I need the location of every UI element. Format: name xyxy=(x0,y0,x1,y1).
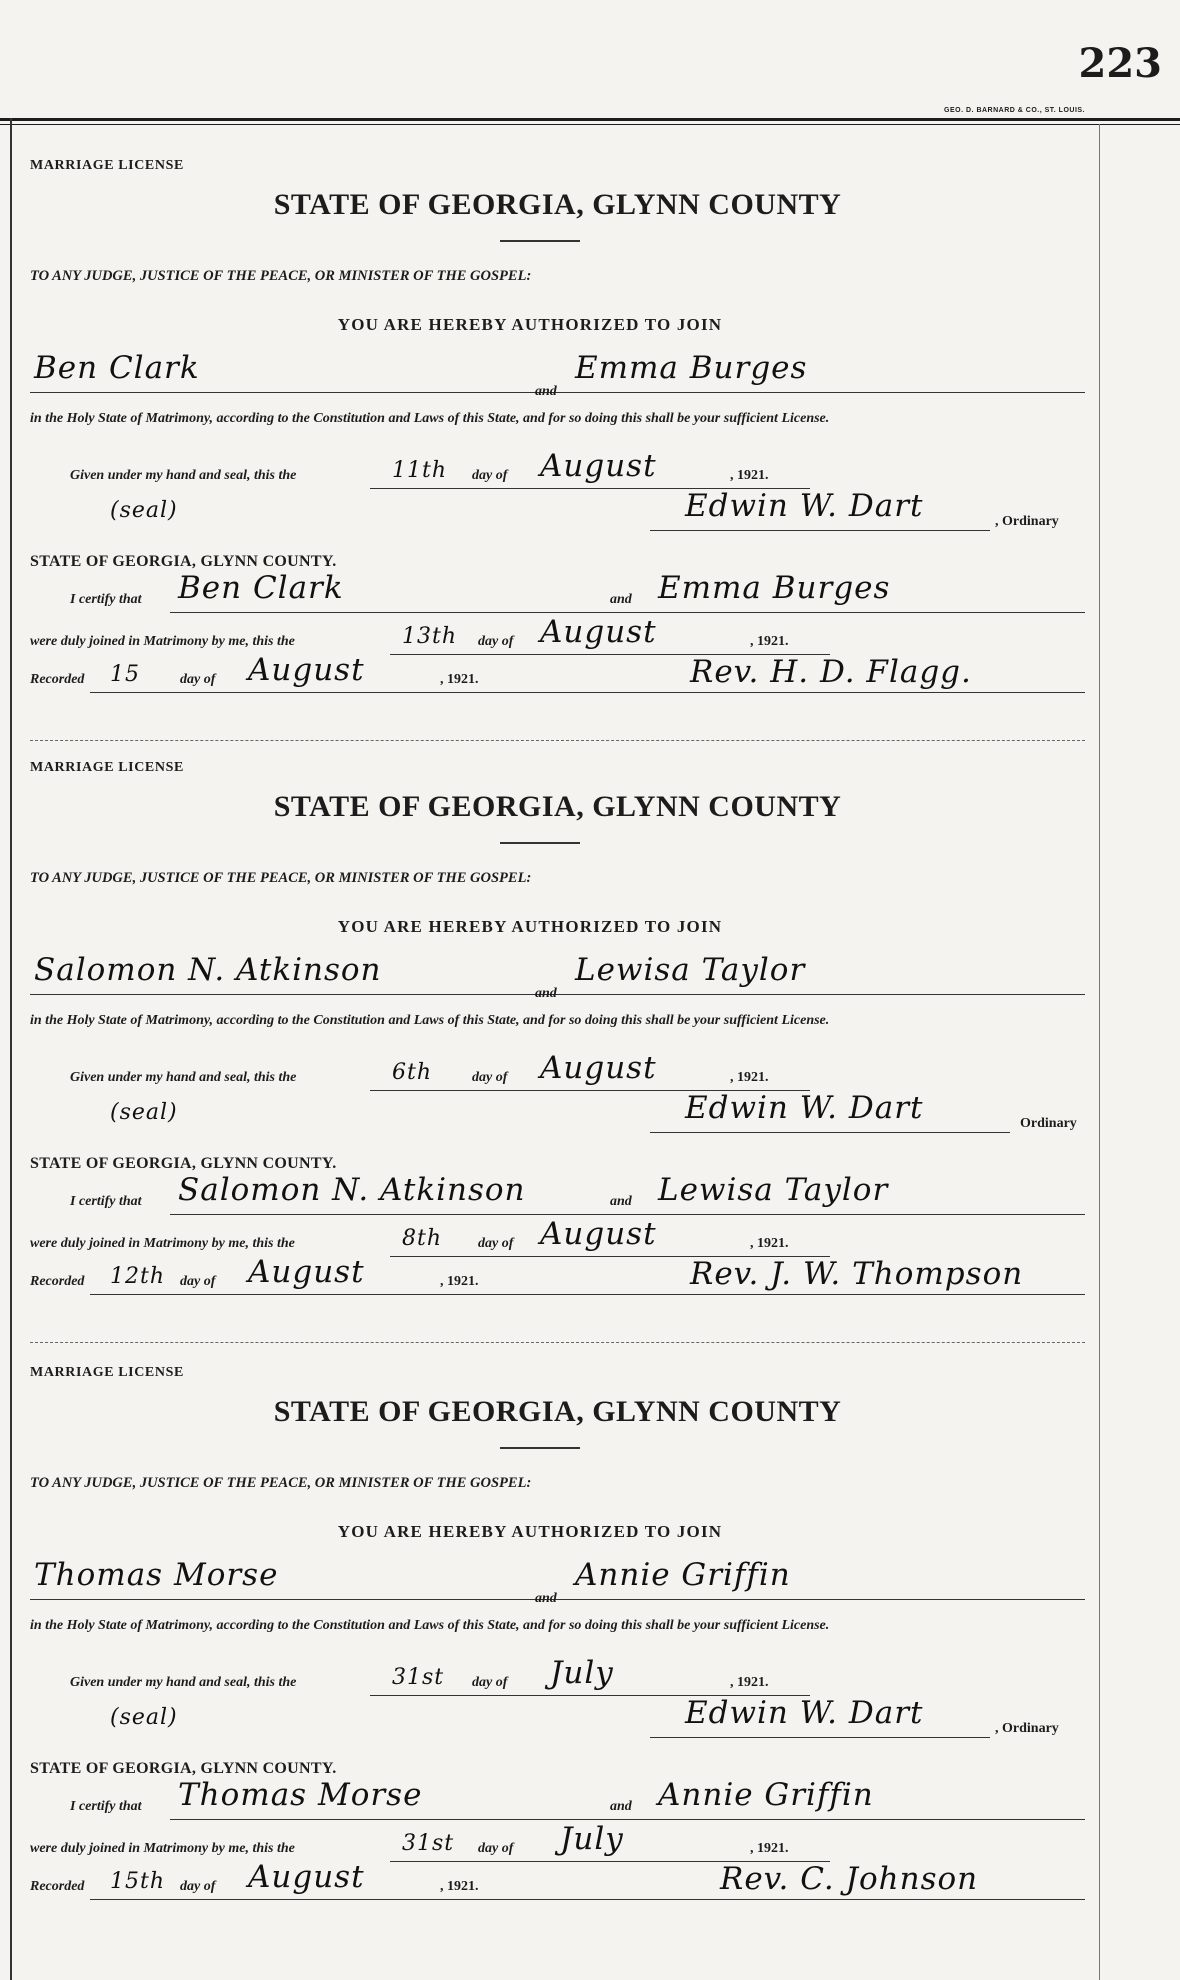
given-day: 31st xyxy=(392,1665,445,1690)
recorded-line xyxy=(90,692,1085,693)
ordinary-label: , Ordinary xyxy=(995,514,1059,529)
day-of-label: day of xyxy=(472,1070,508,1085)
ordinary-label: , Ordinary xyxy=(995,1721,1059,1736)
joined-day: 31st xyxy=(402,1831,455,1856)
recorded-line xyxy=(90,1294,1085,1295)
ordinary-line xyxy=(650,530,990,531)
certificate-title: STATE OF GEORGIA, GLYNN COUNTY. xyxy=(30,1155,337,1172)
joined-year: , 1921. xyxy=(750,1236,789,1251)
title-rule xyxy=(500,842,580,844)
cert-names-line xyxy=(170,612,1085,613)
ordinary-line xyxy=(650,1132,1010,1133)
joined-day-of-label: day of xyxy=(478,1841,514,1856)
officiant-signature: Rev. C. Johnson xyxy=(720,1861,979,1897)
ordinary-signature: Edwin W. Dart xyxy=(685,488,924,524)
top-rule-thin xyxy=(0,124,1180,125)
given-label: Given under my hand and seal, this the xyxy=(70,1675,297,1690)
recorded-year: , 1921. xyxy=(440,1274,479,1289)
recorded-year: , 1921. xyxy=(440,1879,479,1894)
and-label: and xyxy=(535,384,557,399)
certificate-title: STATE OF GEORGIA, GLYNN COUNTY. xyxy=(30,553,337,570)
names-line xyxy=(30,392,1085,393)
joined-label: were duly joined in Matrimony by me, this the xyxy=(30,1841,295,1856)
names-line xyxy=(30,994,1085,995)
cert-names-line xyxy=(170,1819,1085,1820)
recorded-month: August xyxy=(248,652,365,688)
record-title: STATE OF GEORGIA, GLYNN COUNTY xyxy=(273,188,842,221)
cert-and-label: and xyxy=(610,592,632,607)
bride-name: Lewisa Taylor xyxy=(575,952,806,988)
joined-day: 8th xyxy=(402,1226,443,1251)
record-title: STATE OF GEORGIA, GLYNN COUNTY xyxy=(273,790,842,823)
ordinary-signature: Edwin W. Dart xyxy=(685,1090,924,1126)
right-margin-rule xyxy=(1099,124,1100,1980)
given-year: , 1921. xyxy=(730,1675,769,1690)
printer-imprint: GEO. D. BARNARD & CO., ST. LOUIS. xyxy=(944,107,1085,114)
record-label: MARRIAGE LICENSE xyxy=(30,158,184,173)
given-year: , 1921. xyxy=(730,468,769,483)
recorded-day-of-label: day of xyxy=(180,1274,216,1289)
and-label: and xyxy=(535,986,557,1001)
recorded-year: , 1921. xyxy=(440,672,479,687)
record-separator xyxy=(30,1342,1085,1343)
joined-day-of-label: day of xyxy=(478,1236,514,1251)
officiant-signature: Rev. H. D. Flagg. xyxy=(690,654,972,690)
joined-month: July xyxy=(560,1821,624,1857)
given-month: July xyxy=(550,1655,614,1691)
recorded-label: Recorded xyxy=(30,1879,85,1894)
officiant-signature: Rev. J. W. Thompson xyxy=(690,1256,1024,1292)
groom-name: Ben Clark xyxy=(34,350,200,386)
recorded-month: August xyxy=(248,1254,365,1290)
cert-bride-name: Annie Griffin xyxy=(658,1777,874,1813)
cert-bride-name: Lewisa Taylor xyxy=(658,1172,889,1208)
salutation: TO ANY JUDGE, JUSTICE OF THE PEACE, OR MINISTER OF THE GOSPEL: xyxy=(30,870,532,886)
given-month: August xyxy=(540,448,657,484)
record-label: MARRIAGE LICENSE xyxy=(30,1365,184,1380)
joined-day-of-label: day of xyxy=(478,634,514,649)
record-title: STATE OF GEORGIA, GLYNN COUNTY xyxy=(273,1395,842,1428)
joined-year: , 1921. xyxy=(750,1841,789,1856)
certify-label: I certify that xyxy=(70,1194,142,1209)
groom-name: Thomas Morse xyxy=(34,1557,279,1593)
license-body: in the Holy State of Matrimony, according to the Constitution and Laws of this State, and for so doing this shall be your sufficient License. xyxy=(30,411,830,426)
groom-name: Salomon N. Atkinson xyxy=(34,952,382,988)
certify-label: I certify that xyxy=(70,592,142,607)
license-body: in the Holy State of Matrimony, according to the Constitution and Laws of this State, and for so doing this shall be your sufficient License. xyxy=(30,1013,830,1028)
given-label: Given under my hand and seal, this the xyxy=(70,468,297,483)
and-label: and xyxy=(535,1591,557,1606)
record-separator xyxy=(30,740,1085,741)
cert-groom-name: Salomon N. Atkinson xyxy=(178,1172,526,1208)
recorded-day-of-label: day of xyxy=(180,1879,216,1894)
day-of-label: day of xyxy=(472,1675,508,1690)
recorded-day: 12th xyxy=(110,1264,166,1289)
top-rule xyxy=(0,118,1180,121)
left-margin-rule xyxy=(10,118,12,1980)
page-number: 223 xyxy=(1078,40,1162,87)
marriage-record-2 xyxy=(30,760,1085,1360)
bride-name: Emma Burges xyxy=(575,350,808,386)
cert-names-line xyxy=(170,1214,1085,1215)
recorded-line xyxy=(90,1899,1085,1900)
cert-and-label: and xyxy=(610,1194,632,1209)
recorded-day-of-label: day of xyxy=(180,672,216,687)
cert-groom-name: Ben Clark xyxy=(178,570,344,606)
title-rule xyxy=(500,1447,580,1449)
joined-day: 13th xyxy=(402,624,458,649)
day-of-label: day of xyxy=(472,468,508,483)
ordinary-line xyxy=(650,1737,990,1738)
certify-label: I certify that xyxy=(70,1799,142,1814)
cert-and-label: and xyxy=(610,1799,632,1814)
seal-mark: (seal) xyxy=(110,498,178,523)
license-body: in the Holy State of Matrimony, according to the Constitution and Laws of this State, and for so doing this shall be your sufficient License. xyxy=(30,1618,830,1633)
certificate-title: STATE OF GEORGIA, GLYNN COUNTY. xyxy=(30,1760,337,1777)
given-label: Given under my hand and seal, this the xyxy=(70,1070,297,1085)
title-rule xyxy=(500,240,580,242)
joined-year: , 1921. xyxy=(750,634,789,649)
recorded-label: Recorded xyxy=(30,672,85,687)
given-month: August xyxy=(540,1050,657,1086)
joined-month: August xyxy=(540,614,657,650)
ordinary-signature: Edwin W. Dart xyxy=(685,1695,924,1731)
record-label: MARRIAGE LICENSE xyxy=(30,760,184,775)
recorded-label: Recorded xyxy=(30,1274,85,1289)
given-year: , 1921. xyxy=(730,1070,769,1085)
marriage-record-1 xyxy=(30,158,1085,758)
seal-mark: (seal) xyxy=(110,1705,178,1730)
marriage-record-3 xyxy=(30,1365,1085,1965)
names-line xyxy=(30,1599,1085,1600)
joined-label: were duly joined in Matrimony by me, this the xyxy=(30,1236,295,1251)
recorded-month: August xyxy=(248,1859,365,1895)
recorded-day: 15 xyxy=(110,662,140,687)
salutation: TO ANY JUDGE, JUSTICE OF THE PEACE, OR MINISTER OF THE GOSPEL: xyxy=(30,1475,532,1491)
authorization: YOU ARE HEREBY AUTHORIZED TO JOIN xyxy=(337,917,723,936)
cert-groom-name: Thomas Morse xyxy=(178,1777,423,1813)
ordinary-label: Ordinary xyxy=(1020,1116,1077,1131)
seal-mark: (seal) xyxy=(110,1100,178,1125)
given-day: 6th xyxy=(392,1060,433,1085)
salutation: TO ANY JUDGE, JUSTICE OF THE PEACE, OR MINISTER OF THE GOSPEL: xyxy=(30,268,532,284)
joined-month: August xyxy=(540,1216,657,1252)
given-day: 11th xyxy=(392,458,448,483)
authorization: YOU ARE HEREBY AUTHORIZED TO JOIN xyxy=(337,1522,723,1541)
bride-name: Annie Griffin xyxy=(575,1557,791,1593)
joined-label: were duly joined in Matrimony by me, this the xyxy=(30,634,295,649)
authorization: YOU ARE HEREBY AUTHORIZED TO JOIN xyxy=(337,315,723,334)
cert-bride-name: Emma Burges xyxy=(658,570,891,606)
recorded-day: 15th xyxy=(110,1869,166,1894)
